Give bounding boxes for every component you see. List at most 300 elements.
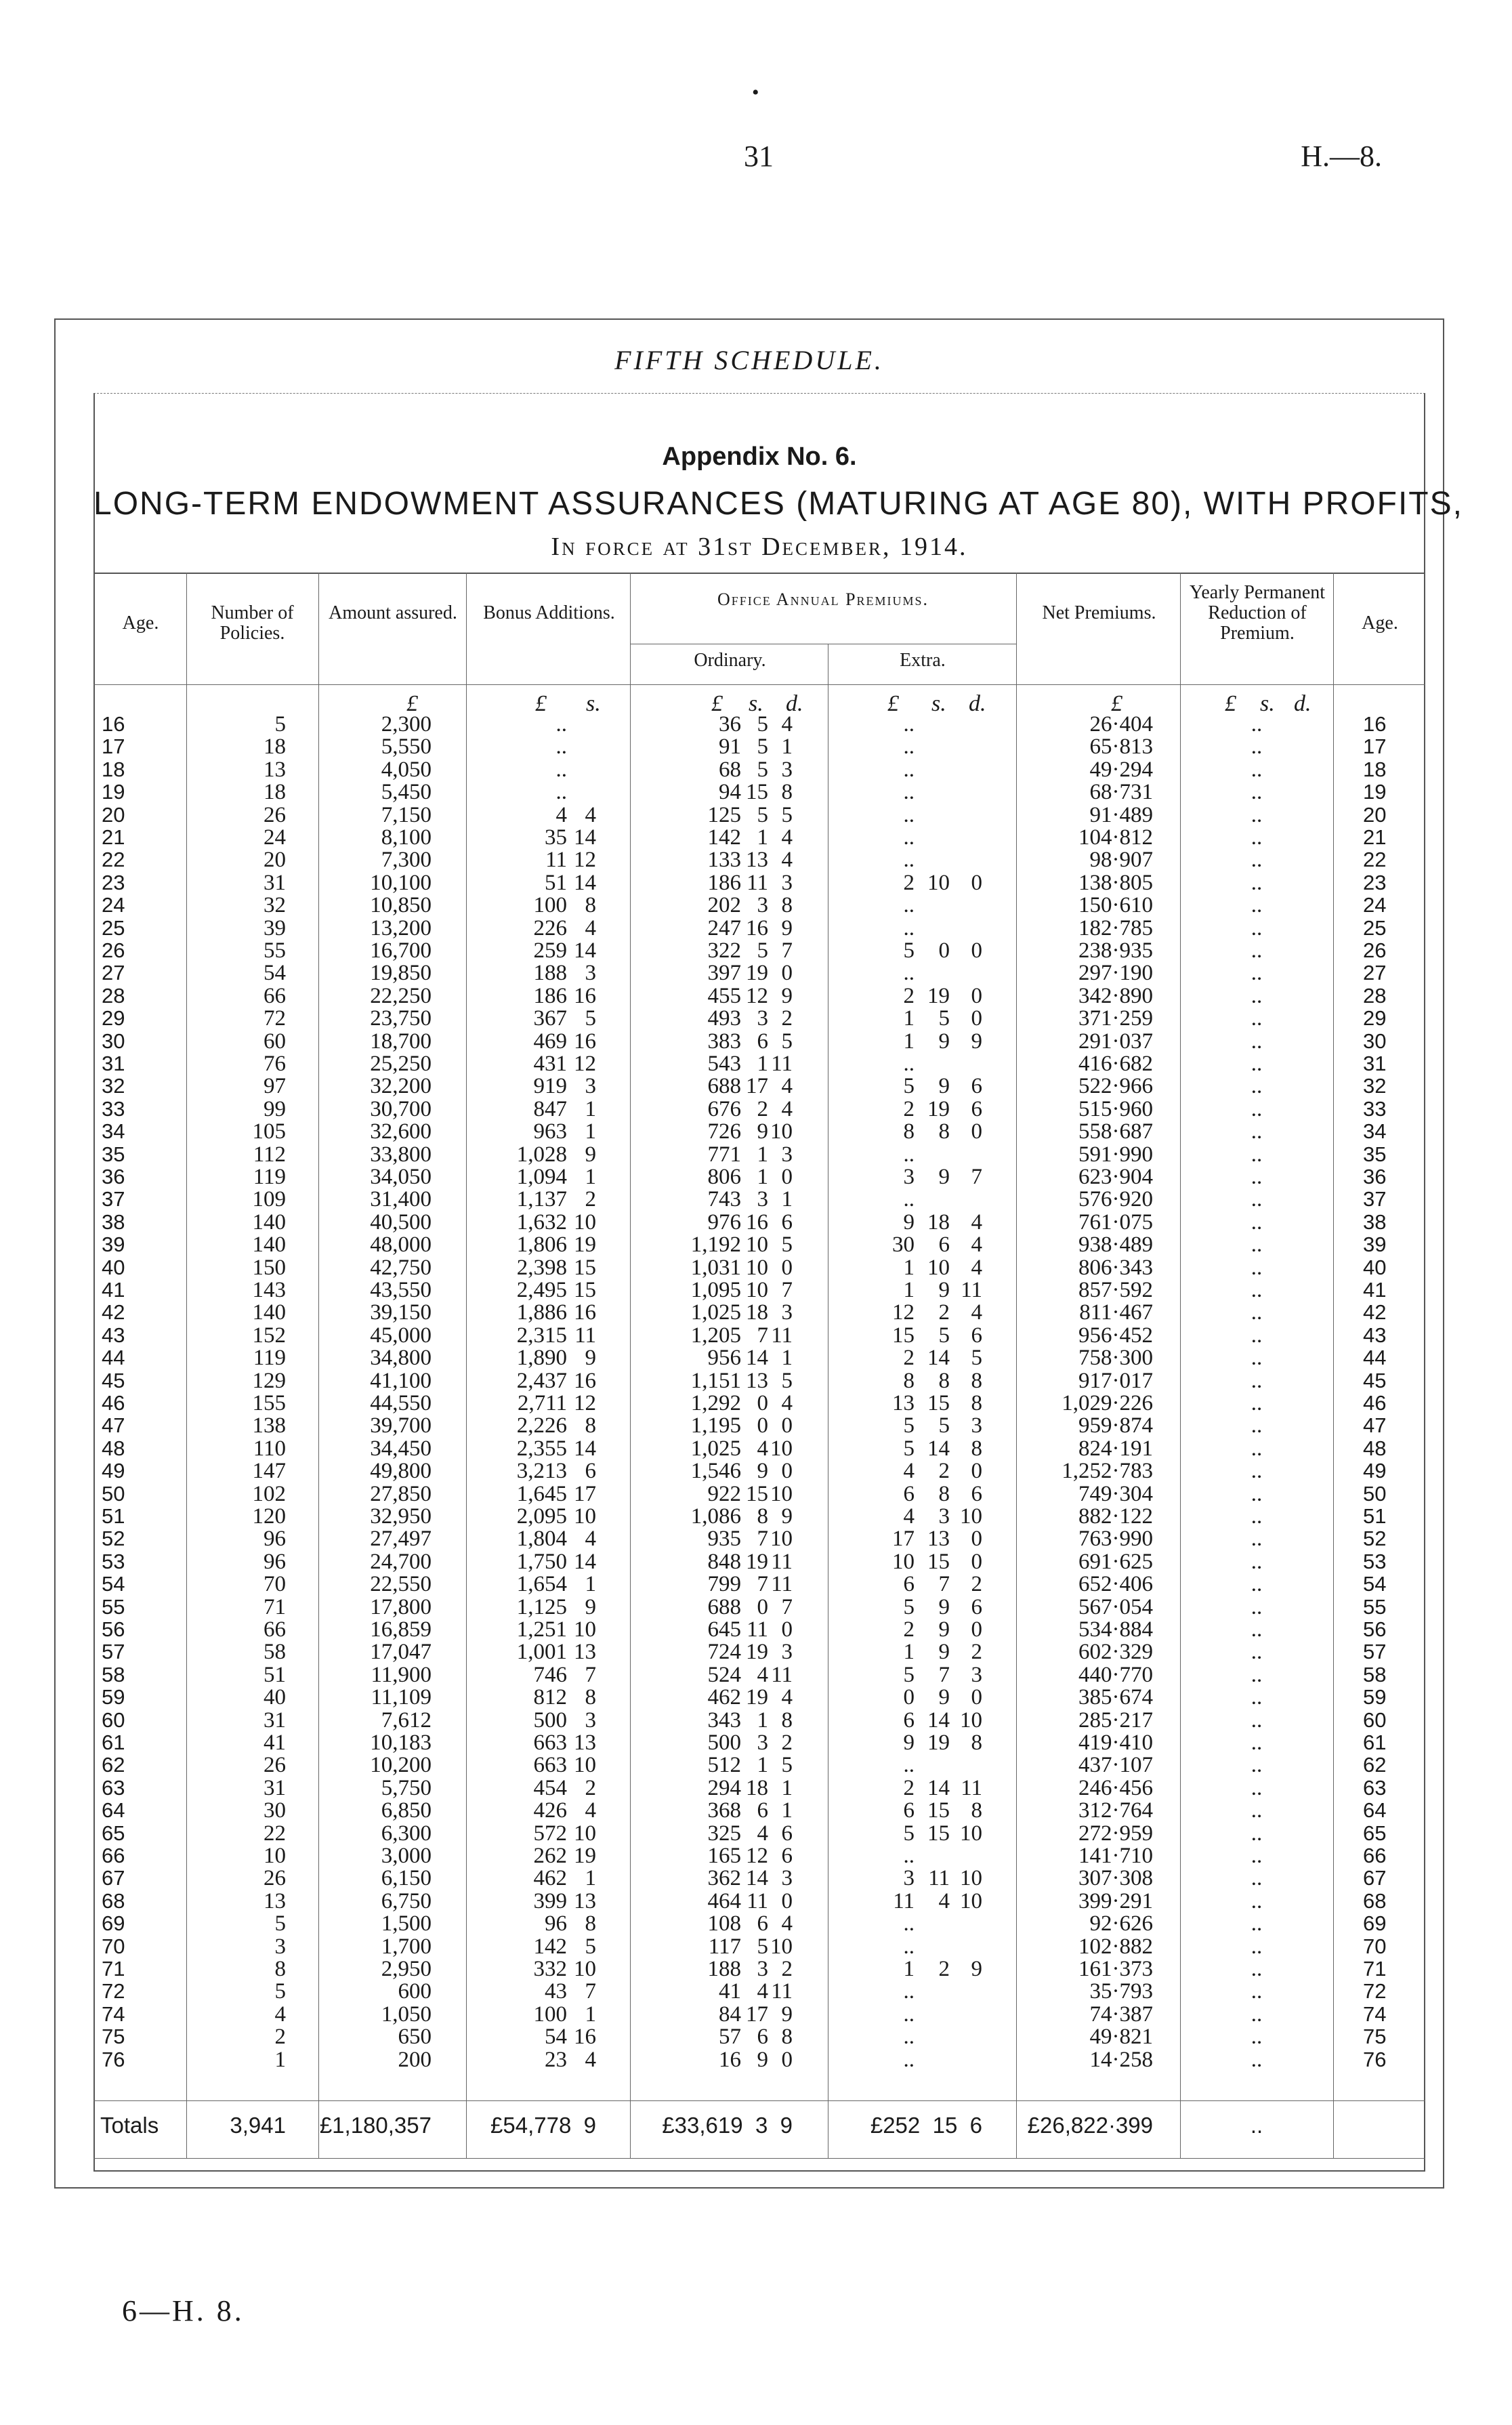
row-ordinary-shillings: 18 [746,1775,768,1800]
row-ordinary-pounds: 108 [707,1911,741,1936]
row-ordinary-shillings: 1 [757,825,768,850]
table-row [0,1573,1512,1596]
row-age-right: 72 [1363,1979,1387,2004]
row-ordinary-shillings: 4 [757,1436,768,1461]
row-age: 71 [102,1957,125,1981]
row-net-premium: 272·959 [1078,1821,1153,1846]
row-extra-shillings: 9 [938,1640,950,1665]
row-extra-pounds: 1 [903,1255,915,1280]
row-bonus-pounds: .. [555,757,567,782]
row-bonus-shillings: 13 [574,1640,596,1665]
row-yearly-reduction: .. [1251,1074,1263,1099]
row-age-right: 61 [1363,1730,1387,1754]
row-age-right: 32 [1363,1074,1387,1098]
row-policies: 3 [274,1934,286,1959]
row-yearly-reduction: .. [1251,848,1263,873]
unit-ord-shilling: s. [749,691,763,716]
table-row [0,1686,1512,1709]
row-extra-pence: 0 [971,1527,982,1552]
row-ordinary-pounds: 1,086 [690,1504,741,1529]
row-amount: 5,750 [381,1775,432,1800]
row-yearly-reduction: .. [1251,1142,1263,1167]
table-row [0,1030,1512,1053]
table-row [0,1211,1512,1234]
row-amount: 24,700 [370,1549,432,1574]
table-row [0,804,1512,827]
row-yearly-reduction: .. [1251,1866,1263,1891]
row-ordinary-shillings: 4 [757,1821,768,1846]
row-bonus-shillings: 11 [574,1323,596,1348]
row-ordinary-pence: 11 [771,1572,793,1597]
row-ordinary-shillings: 19 [746,1549,768,1574]
table-row [0,1640,1512,1663]
row-net-premium: 917·017 [1078,1368,1153,1393]
row-bonus-pounds: 1,886 [516,1300,567,1325]
row-extra-pounds: 5 [903,1594,915,1619]
table-row [0,1709,1512,1732]
row-bonus-pounds: 2,095 [516,1504,567,1529]
row-bonus-pounds: 100 [533,893,567,918]
row-age: 16 [102,712,125,736]
row-ordinary-shillings: 5 [757,1934,768,1959]
row-yearly-reduction: .. [1251,938,1263,963]
row-extra-pounds: 11 [893,1888,915,1913]
row-net-premium: 652·406 [1078,1572,1153,1597]
row-extra-shillings: 9 [938,1074,950,1099]
row-yearly-reduction: .. [1251,1029,1263,1054]
row-amount: 17,047 [370,1640,432,1665]
row-extra-shillings: 10 [927,1255,950,1280]
table-row [0,848,1512,871]
row-ordinary-pence: 10 [770,1934,793,1959]
row-bonus-shillings: 12 [574,1391,596,1415]
row-amount: 17,800 [370,1594,432,1619]
row-ordinary-pence: 8 [781,1707,793,1733]
table-row [0,758,1512,781]
row-policies: 155 [252,1391,286,1415]
row-policies: 2 [274,2025,286,2050]
row-policies: 143 [252,1278,286,1302]
row-extra-shillings: 7 [938,1662,950,1687]
row-policies: 96 [264,1527,286,1552]
row-extra-pence: 8 [971,1391,982,1415]
row-policies: 5 [274,1979,286,2004]
row-extra-shillings: 8 [938,1481,950,1506]
row-age-right: 22 [1363,848,1387,872]
col-age-right: Age. [1362,613,1398,634]
row-extra-pounds: 12 [892,1300,915,1325]
row-age: 70 [102,1934,125,1958]
row-extra-pounds: 1 [903,1029,915,1054]
row-extra-pounds: .. [903,1979,915,2004]
row-ordinary-pounds: 956 [707,1346,741,1371]
row-ordinary-shillings: 12 [746,1844,768,1868]
row-net-premium: 623·904 [1078,1165,1153,1189]
row-yearly-reduction: .. [1251,1775,1263,1800]
row-age: 55 [102,1594,125,1619]
row-yearly-reduction: .. [1251,802,1263,827]
row-yearly-reduction: .. [1251,1707,1263,1733]
row-bonus-pounds: 746 [533,1662,567,1687]
row-ordinary-pounds: 512 [707,1753,741,1778]
row-ordinary-shillings: 5 [757,938,768,963]
row-net-premium: 758·300 [1078,1346,1153,1371]
row-net-premium: 342·890 [1078,983,1153,1008]
row-ordinary-pounds: 543 [707,1052,741,1076]
row-ordinary-shillings: 19 [746,1640,768,1665]
row-age-right: 19 [1363,780,1387,804]
row-age-right: 75 [1363,2025,1387,2049]
row-yearly-reduction: .. [1251,1368,1263,1393]
row-age: 17 [102,734,125,759]
col-extra: Extra. [900,650,946,671]
row-yearly-reduction: .. [1251,1753,1263,1778]
row-bonus-shillings: 16 [574,1300,596,1325]
table-row [0,1075,1512,1098]
row-ordinary-pence: 1 [781,1346,793,1371]
row-policies: 119 [253,1346,286,1371]
row-policies: 51 [264,1662,286,1687]
unit-ext-pound: £ [887,691,899,716]
row-amount: 18,700 [370,1029,432,1054]
row-policies: 5 [274,712,286,737]
row-amount: 34,050 [370,1165,432,1189]
row-ordinary-pounds: 91 [719,734,741,760]
row-ordinary-pounds: 1,195 [690,1413,741,1438]
row-ordinary-pounds: 726 [707,1119,741,1144]
row-bonus-pounds: 1,645 [516,1481,567,1506]
row-age: 21 [102,825,125,849]
row-extra-pence: 11 [961,1775,982,1800]
row-extra-pence: 0 [971,1459,982,1484]
row-extra-pence: 6 [971,1594,982,1619]
row-ordinary-pence: 7 [781,1278,793,1302]
row-ordinary-shillings: 19 [746,1685,768,1710]
row-extra-pence: 0 [971,1119,982,1144]
row-policies: 20 [264,848,286,873]
row-ordinary-pounds: 1,025 [690,1300,741,1325]
row-age-right: 52 [1363,1527,1387,1551]
row-amount: 32,950 [370,1504,432,1529]
row-ordinary-pence: 10 [770,1119,793,1144]
row-yearly-reduction: .. [1251,1346,1263,1371]
row-age: 34 [102,1119,125,1144]
table-row [0,1256,1512,1279]
row-bonus-shillings: 14 [574,825,596,850]
row-yearly-reduction: .. [1251,1323,1263,1348]
table-row [0,1957,1512,1981]
row-extra-shillings: 19 [927,983,950,1008]
row-bonus-shillings: 10 [574,1821,596,1846]
row-bonus-shillings: 1 [585,1165,596,1189]
row-ordinary-shillings: 6 [757,2025,768,2050]
row-amount: 16,700 [370,938,432,963]
unit-net-pound: £ [1111,691,1122,716]
row-age-right: 26 [1363,938,1387,962]
row-age-right: 59 [1363,1685,1387,1709]
row-extra-pounds: 4 [903,1459,915,1484]
row-net-premium: 1,029·226 [1062,1391,1153,1415]
table-row [0,2048,1512,2071]
row-extra-shillings: 14 [927,1346,950,1371]
row-amount: 1,700 [381,1934,432,1959]
row-ordinary-pounds: 688 [707,1594,741,1619]
row-ordinary-shillings: 10 [746,1255,768,1280]
row-ordinary-pounds: 976 [707,1209,741,1235]
row-extra-pence: 0 [971,1006,982,1031]
row-ordinary-shillings: 18 [746,1300,768,1325]
row-bonus-pounds: 426 [533,1798,567,1823]
row-extra-shillings: 9 [938,1617,950,1642]
row-policies: 140 [252,1209,286,1235]
row-policies: 1 [274,2047,286,2072]
table-row [0,1324,1512,1347]
row-amount: 6,750 [381,1888,432,1913]
row-age-right: 17 [1363,734,1387,759]
row-policies: 54 [264,961,286,986]
row-extra-shillings: 19 [927,1096,950,1121]
row-amount: 39,700 [370,1413,432,1438]
row-extra-pounds: 6 [903,1481,915,1506]
row-net-premium: 371·259 [1078,1006,1153,1031]
row-bonus-pounds: .. [555,734,567,760]
row-bonus-pounds: 259 [533,938,567,963]
row-age: 39 [102,1232,125,1257]
row-ordinary-pounds: 322 [707,938,741,963]
row-ordinary-shillings: 0 [757,1391,768,1415]
row-policies: 66 [264,983,286,1008]
row-ordinary-pence: 10 [770,1481,793,1506]
row-age-right: 30 [1363,1029,1387,1053]
row-bonus-pounds: 572 [533,1821,567,1846]
row-policies: 96 [264,1549,286,1574]
row-bonus-shillings: 14 [574,1436,596,1461]
row-ordinary-pounds: 1,205 [690,1323,741,1348]
row-age-right: 71 [1363,1957,1387,1981]
row-ordinary-pence: 5 [781,1753,793,1778]
row-bonus-pounds: 812 [533,1685,567,1710]
col-age: Age. [122,613,159,634]
row-policies: 41 [264,1730,286,1755]
row-ordinary-shillings: 19 [746,961,768,986]
row-extra-pounds: .. [903,734,915,760]
row-ordinary-pounds: 188 [707,1957,741,1981]
row-yearly-reduction: .. [1251,1504,1263,1529]
row-extra-pounds: 2 [903,1775,915,1800]
page-mark: • [752,81,759,104]
row-extra-pounds: 3 [903,1866,915,1891]
row-extra-shillings: 9 [938,1594,950,1619]
row-age: 43 [102,1323,125,1347]
row-policies: 147 [252,1459,286,1484]
row-ordinary-pounds: 1,546 [690,1459,741,1484]
row-age: 28 [102,983,125,1008]
table-row [0,1143,1512,1166]
row-ordinary-shillings: 3 [757,893,768,918]
table-row [0,1867,1512,1890]
row-ordinary-pence: 7 [781,1594,793,1619]
row-age: 57 [102,1640,125,1664]
unit-ext-shilling: s. [931,691,946,716]
row-amount: 32,200 [370,1074,432,1099]
page-number: 31 [744,140,774,173]
row-bonus-pounds: 431 [533,1052,567,1076]
row-amount: 10,100 [370,870,432,895]
row-policies: 31 [264,870,286,895]
row-extra-pounds: 5 [903,1074,915,1099]
row-ordinary-pounds: 1,192 [690,1232,741,1258]
row-ordinary-pence: 3 [781,1866,793,1891]
row-ordinary-pounds: 645 [707,1617,741,1642]
row-yearly-reduction: .. [1251,1934,1263,1959]
row-bonus-shillings: 13 [574,1888,596,1913]
row-extra-pounds: .. [903,2047,915,2072]
row-extra-shillings: 14 [927,1436,950,1461]
table-row [0,1437,1512,1460]
row-net-premium: 567·054 [1078,1594,1153,1619]
row-bonus-pounds: 1,750 [516,1549,567,1574]
row-bonus-pounds: 847 [533,1096,567,1121]
unit-bonus-shilling: s. [586,691,601,716]
row-policies: 13 [264,757,286,782]
row-ordinary-shillings: 3 [757,1187,768,1212]
row-age-right: 25 [1363,915,1387,940]
row-net-premium: 307·308 [1078,1866,1153,1891]
row-bonus-pounds: 2,711 [517,1391,567,1415]
row-amount: 39,150 [370,1300,432,1325]
table-row [0,1527,1512,1550]
row-bonus-shillings: 1 [585,1866,596,1891]
row-extra-pounds: 5 [903,938,915,963]
row-policies: 99 [264,1096,286,1121]
row-ordinary-pounds: 935 [707,1527,741,1552]
row-bonus-shillings: 12 [574,1052,596,1076]
row-extra-pounds: .. [903,1187,915,1212]
row-ordinary-pounds: 16 [719,2047,741,2072]
row-extra-pounds: 2 [903,983,915,1008]
row-age-right: 40 [1363,1255,1387,1279]
totals-ordinary: £33,619 3 9 [662,2113,793,2138]
row-age: 40 [102,1255,125,1279]
row-bonus-shillings: 13 [574,1730,596,1755]
row-bonus-shillings: 3 [585,1074,596,1099]
row-age-right: 66 [1363,1844,1387,1867]
row-ordinary-shillings: 15 [746,780,768,805]
row-ordinary-shillings: 13 [746,848,768,873]
table-row [0,1279,1512,1302]
row-age-right: 46 [1363,1391,1387,1415]
col-net-premiums: Net Premiums. [1042,602,1156,623]
row-net-premium: 806·343 [1078,1255,1153,1280]
row-net-premium: 312·764 [1078,1798,1153,1823]
table-row [0,1618,1512,1641]
row-ordinary-pence: 7 [781,938,793,963]
row-bonus-shillings: 7 [585,1662,596,1687]
row-extra-shillings: 15 [927,1798,950,1823]
row-extra-pence: 8 [971,1436,982,1461]
row-amount: 13,200 [370,915,432,940]
row-ordinary-shillings: 11 [747,1888,768,1913]
row-net-premium: 74·387 [1089,2002,1153,2027]
row-extra-pounds: 9 [903,1209,915,1235]
header-top-rule [93,573,1425,574]
row-ordinary-pence: 5 [781,1368,793,1393]
row-yearly-reduction: .. [1251,1957,1263,1981]
row-age-right: 41 [1363,1278,1387,1302]
row-age: 26 [102,938,125,962]
schedule-title: FIFTH SCHEDULE. [614,345,884,375]
row-age-right: 62 [1363,1753,1387,1777]
row-extra-pence: 6 [971,1481,982,1506]
row-amount: 30,700 [370,1096,432,1121]
row-ordinary-pence: 9 [781,1504,793,1529]
row-bonus-shillings: 6 [585,1459,596,1484]
row-net-premium: 1,252·783 [1062,1459,1153,1484]
row-extra-pence: 8 [971,1368,982,1393]
row-extra-shillings: 10 [927,870,950,895]
totals-bonus: £54,778 9 [490,2113,596,2138]
table-row [0,735,1512,758]
row-ordinary-pounds: 1,151 [690,1368,741,1393]
row-ordinary-shillings: 9 [757,1459,768,1484]
row-ordinary-shillings: 7 [757,1323,768,1348]
footer-mark: 6—H. 8. [122,2294,245,2327]
row-bonus-shillings: 7 [585,1979,596,2004]
row-bonus-pounds: 186 [533,983,567,1008]
row-ordinary-pence: 6 [781,1821,793,1846]
row-bonus-shillings: 1 [585,1119,596,1144]
row-ordinary-pence: 10 [770,1436,793,1461]
row-policies: 39 [264,915,286,940]
row-extra-pence: 10 [960,1866,982,1891]
row-ordinary-pence: 1 [781,1187,793,1212]
row-amount: 5,550 [381,734,432,760]
row-extra-pounds: 2 [903,1346,915,1371]
row-ordinary-shillings: 1 [757,1142,768,1167]
row-policies: 8 [274,1957,286,1981]
row-amount: 23,750 [370,1006,432,1031]
row-extra-pence: 0 [971,938,982,963]
row-ordinary-shillings: 16 [746,1209,768,1235]
row-ordinary-pounds: 383 [707,1029,741,1054]
row-bonus-pounds: 226 [533,915,567,940]
unit-ord-pence: d. [786,691,803,716]
row-age: 54 [102,1572,125,1596]
row-ordinary-pounds: 724 [707,1640,741,1665]
row-yearly-reduction: .. [1251,1594,1263,1619]
row-age: 42 [102,1300,125,1325]
row-bonus-pounds: 663 [533,1753,567,1778]
row-policies: 110 [253,1436,286,1461]
row-bonus-shillings: 9 [585,1346,596,1371]
row-extra-pence: 3 [971,1413,982,1438]
row-net-premium: 138·805 [1078,870,1153,895]
row-yearly-reduction: .. [1251,1685,1263,1710]
row-age-right: 70 [1363,1934,1387,1958]
row-extra-shillings: 5 [938,1006,950,1031]
row-bonus-shillings: 16 [574,1368,596,1393]
row-age-right: 74 [1363,2002,1387,2026]
row-ordinary-pence: 4 [781,825,793,850]
row-amount: 7,150 [381,802,432,827]
row-age: 68 [102,1888,125,1913]
row-extra-shillings: 11 [928,1866,950,1891]
row-amount: 5,450 [381,780,432,805]
table-row [0,1980,1512,2003]
row-net-premium: 576·920 [1078,1187,1153,1212]
row-ordinary-shillings: 5 [757,757,768,782]
row-ordinary-shillings: 15 [746,1481,768,1506]
